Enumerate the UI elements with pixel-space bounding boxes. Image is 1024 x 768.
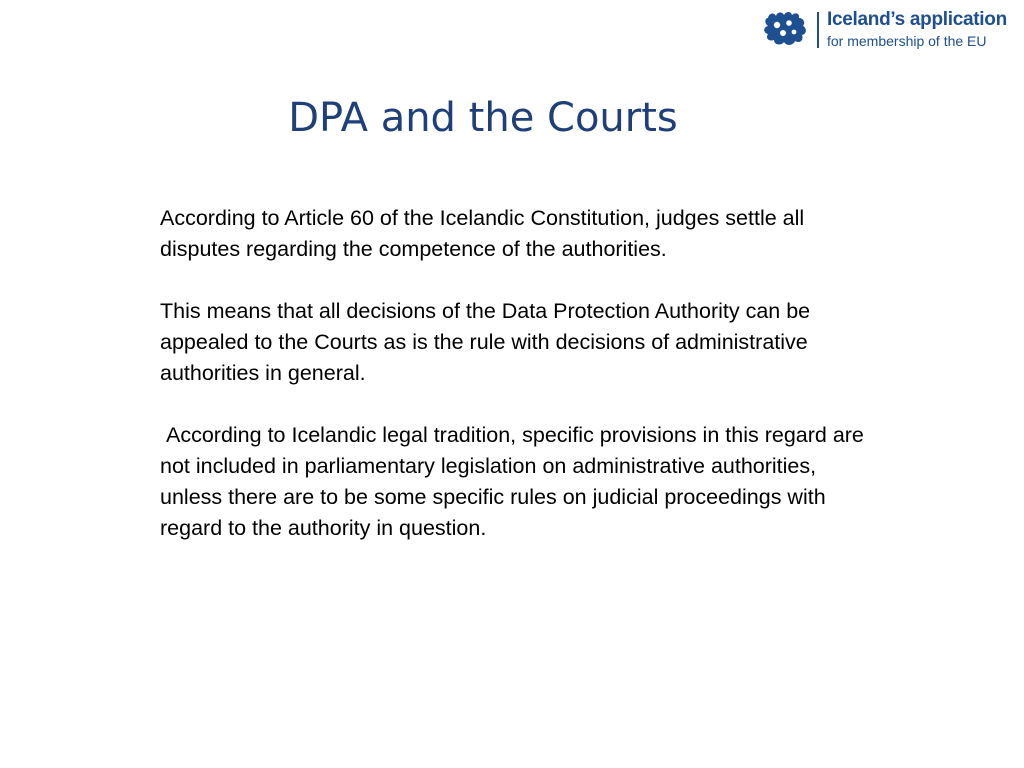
slide-body [160,203,880,544]
body-paragraph-2: This means that all decisions of the Data Protection Authority can be appealed to the Courts as is the rule with decisions of administrative authorities in general. [160,299,811,385]
body-paragraph-1: According to Article 60 of the Icelandic Constitution, judges settle all disputes regarding the competence of the authorities. [160,206,805,261]
slide-title: DPA and the Courts [288,95,678,141]
iceland-map-icon [762,10,808,48]
logo-divider [817,12,819,48]
logo-text [827,8,1007,50]
logo-title: Iceland’s application [827,9,1007,30]
header-logo [762,8,1012,52]
logo-subtitle: for membership of the EU [827,33,987,49]
body-paragraph-3: According to Icelandic legal tradition, specific provisions in this regard are not included in parliamentary legislation on administrative authorities, unless there are to be some specific rules on judicial proceedings with regard to the authority in question. [160,423,870,540]
